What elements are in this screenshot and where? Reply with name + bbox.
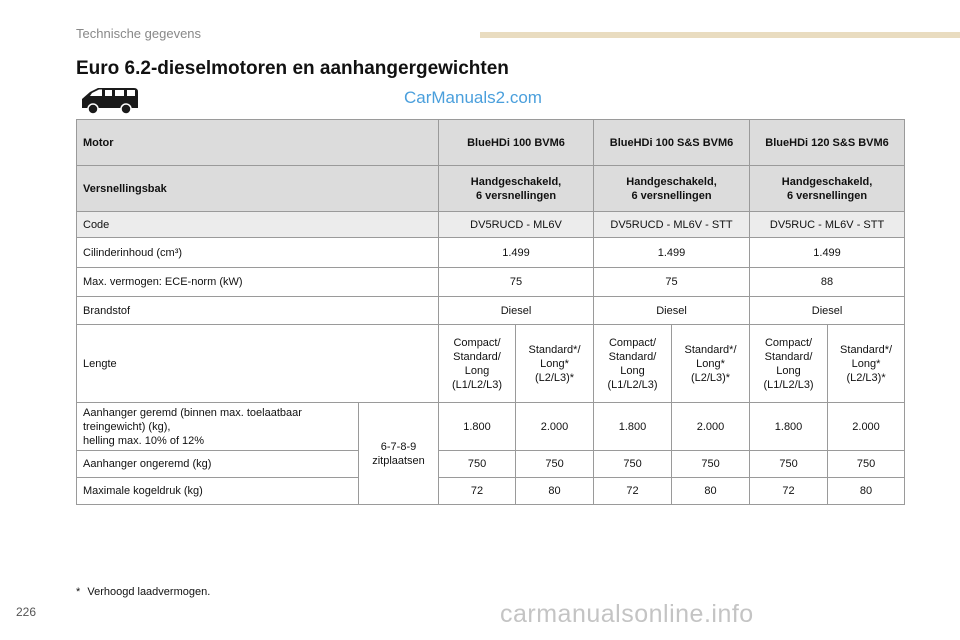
engine-cell: BlueHDi 100 S&S BVM6	[594, 120, 750, 166]
fuel-row	[77, 297, 905, 325]
towball-cell: 80	[828, 478, 905, 505]
row-label: Versnellingsbak	[77, 166, 439, 212]
unbraked-cell: 750	[828, 451, 905, 478]
braked-cell: 2.000	[828, 403, 905, 451]
braked-trailer-row	[77, 403, 905, 451]
power-row	[77, 268, 905, 297]
length-cell: Standard*/ Long* (L2/L3)*	[828, 325, 905, 403]
braked-cell: 2.000	[672, 403, 750, 451]
gearbox-cell: Handgeschakeld, 6 versnellingen	[439, 166, 594, 212]
fuel-cell: Diesel	[750, 297, 905, 325]
towball-cell: 72	[594, 478, 672, 505]
van-icon	[78, 84, 140, 118]
gearbox-cell: Handgeschakeld, 6 versnellingen	[750, 166, 905, 212]
braked-cell: 1.800	[594, 403, 672, 451]
braked-cell: 1.800	[439, 403, 516, 451]
row-label: Maximale kogeldruk (kg)	[77, 478, 359, 505]
engine-cell: BlueHDi 100 BVM6	[439, 120, 594, 166]
row-label: Lengte	[77, 325, 439, 403]
power-cell: 88	[750, 268, 905, 297]
engine-row	[77, 120, 905, 166]
displacement-cell: 1.499	[439, 238, 594, 268]
towball-cell: 80	[516, 478, 594, 505]
fuel-cell: Diesel	[439, 297, 594, 325]
braked-cell: 2.000	[516, 403, 594, 451]
power-cell: 75	[594, 268, 750, 297]
section-title: Technische gegevens	[76, 26, 202, 41]
power-cell: 75	[439, 268, 594, 297]
length-row	[77, 325, 905, 403]
towball-cell: 72	[439, 478, 516, 505]
unbraked-cell: 750	[672, 451, 750, 478]
row-label: Brandstof	[77, 297, 439, 325]
gearbox-cell: Handgeschakeld, 6 versnellingen	[594, 166, 750, 212]
braked-cell: 1.800	[750, 403, 828, 451]
engine-cell: BlueHDi 120 S&S BVM6	[750, 120, 905, 166]
watermark-logo: CarManuals2.com	[404, 88, 542, 107]
unbraked-cell: 750	[516, 451, 594, 478]
gearbox-row	[77, 166, 905, 212]
row-label: Code	[77, 212, 439, 238]
displacement-cell: 1.499	[594, 238, 750, 268]
length-cell: Standard*/ Long* (L2/L3)*	[516, 325, 594, 403]
length-cell: Compact/ Standard/ Long (L1/L2/L3)	[439, 325, 516, 403]
row-label: Motor	[77, 120, 439, 166]
footnote-text: Verhoogd laadvermogen.	[87, 586, 211, 598]
code-row	[77, 212, 905, 238]
code-cell: DV5RUCD - ML6V - STT	[594, 212, 750, 238]
specifications-table	[76, 119, 905, 505]
unbraked-trailer-row	[77, 451, 905, 478]
towball-cell: 72	[750, 478, 828, 505]
page-number: 226	[16, 605, 37, 619]
length-cell: Standard*/ Long* (L2/L3)*	[672, 325, 750, 403]
row-label: Aanhanger ongeremd (kg)	[77, 451, 359, 478]
footnote	[76, 586, 210, 598]
towball-row	[77, 478, 905, 505]
row-label: Max. vermogen: ECE-norm (kW)	[77, 268, 439, 297]
towball-cell: 80	[672, 478, 750, 505]
displacement-cell: 1.499	[750, 238, 905, 268]
footnote-marker: *	[76, 586, 81, 598]
code-cell: DV5RUCD - ML6V	[439, 212, 594, 238]
seats-cell: 6-7-8-9 zitplaatsen	[359, 403, 439, 505]
fuel-cell: Diesel	[594, 297, 750, 325]
row-label: Aanhanger geremd (binnen max. toelaatbaar treingewicht) (kg), helling max. 10% of 12%	[77, 403, 359, 451]
length-cell: Compact/ Standard/ Long (L1/L2/L3)	[750, 325, 828, 403]
page-title: Euro 6.2-dieselmotoren en aanhangergewichten	[76, 58, 509, 79]
header-bar	[480, 32, 960, 38]
code-cell: DV5RUC - ML6V - STT	[750, 212, 905, 238]
unbraked-cell: 750	[750, 451, 828, 478]
footer-watermark: carmanualsonline.info	[500, 600, 754, 628]
row-label: Cilinderinhoud (cm³)	[77, 238, 439, 268]
unbraked-cell: 750	[439, 451, 516, 478]
displacement-row	[77, 238, 905, 268]
length-cell: Compact/ Standard/ Long (L1/L2/L3)	[594, 325, 672, 403]
unbraked-cell: 750	[594, 451, 672, 478]
